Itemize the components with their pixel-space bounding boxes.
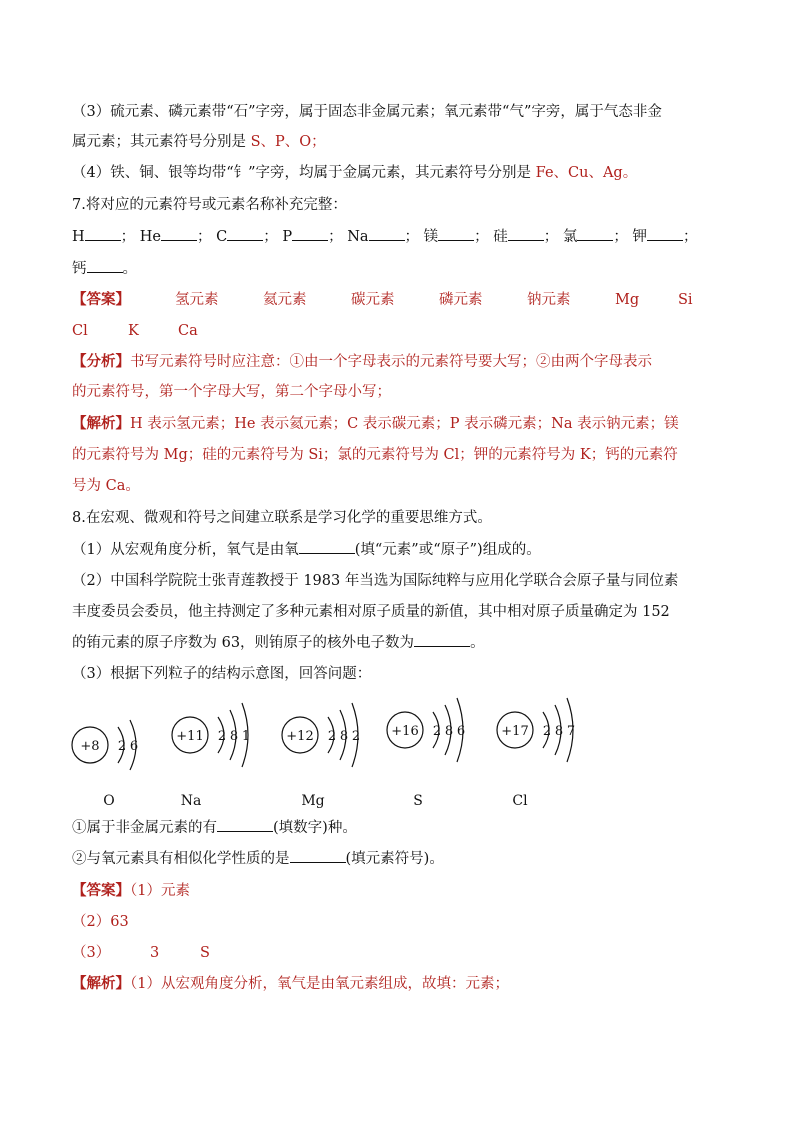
p6-line3b (72, 132, 326, 152)
electron-count: 2 (542, 724, 552, 739)
q7-answer-val: 碳元素 (351, 292, 395, 308)
element-symbol: O (103, 793, 115, 809)
q8-part2-end: 。 (470, 635, 485, 651)
electron-count: 8 (444, 724, 454, 739)
q7-explain-1 (72, 414, 679, 434)
electron-count: 8 (339, 729, 349, 744)
q8-part2-text: 的铕元素的原子序数为 63，则铕原子的核外电子数为 (72, 635, 415, 651)
q8-part2-line2: 丰度委员会委员，他主持测定了多种元素相对原子质量的新值，其中相对原子质量确定为 152 (72, 604, 670, 620)
q8-explain-text: （1）从宏观角度分析，氧气是由氧元素组成，故填：元素； (130, 976, 509, 992)
explain-tag: 【解析】 (72, 415, 130, 432)
q7-answer-val: 氦元素 (263, 292, 307, 308)
q7-blank[interactable] (161, 227, 197, 241)
p6-line4-symbols: Fe、Cu、Ag。 (535, 165, 638, 181)
q8-sub1-hint: (填数字)种。 (273, 820, 357, 836)
electron-count: 1 (241, 729, 251, 744)
q7-item: 钾 (632, 229, 647, 245)
q7-item: P (282, 229, 293, 245)
q8-answer-3a: 3 (150, 945, 160, 961)
q7-end: 。 (122, 261, 137, 277)
q8-answer-3b: S (200, 945, 210, 961)
q7-separator: ； (263, 229, 278, 245)
q7-separator: ； (613, 229, 628, 245)
q7-answer-val: 氢元素 (175, 292, 219, 308)
q8-sub2-hint: (填元素符号)。 (345, 851, 444, 867)
answer-tag: 【答案】 (72, 882, 130, 899)
q8-sub1-text: ①属于非金属元素的有 (72, 820, 217, 836)
q8-sub1 (72, 818, 357, 838)
q8-sub1-blank[interactable] (217, 818, 273, 832)
q7-item: C (216, 229, 228, 245)
q7-fill-row (72, 227, 697, 247)
q8-part1 (72, 540, 541, 560)
electron-count: 8 (229, 729, 239, 744)
q7-explain-3: 号为 Ca。 (72, 478, 140, 494)
element-symbol: Na (180, 793, 202, 809)
q7-blank[interactable] (85, 227, 121, 241)
q8-stem: 8.在宏观、微观和符号之间建立联系是学习化学的重要思维方式。 (72, 510, 492, 526)
q7-separator: ； (404, 229, 420, 245)
electron-count: 2 (217, 729, 227, 744)
q8-part1-text: （1）从宏观角度分析，氧气是由氧 (72, 542, 299, 558)
nucleus-charge: +16 (391, 724, 419, 739)
q8-explain-1 (72, 974, 509, 994)
q7-answer-val: 钠元素 (527, 292, 571, 308)
nucleus-charge: +17 (501, 724, 529, 739)
p6-line3b-symbols: S、P、O； (250, 134, 326, 150)
electron-count: 7 (566, 724, 576, 739)
q7-answer-val: Ca (178, 323, 198, 339)
q7-separator: ； (543, 229, 559, 245)
q8-part1-blank[interactable] (299, 540, 355, 554)
p6-line4 (72, 163, 637, 183)
q7-analysis-1 (72, 352, 652, 372)
element-symbol: S (413, 793, 423, 809)
q7-item: 氯 (562, 229, 578, 245)
p6-line3a: （3）硫元素、磷元素带“石”字旁，属于固态非金属元素；氧元素带“气”字旁，属于气态非金 (72, 104, 662, 120)
q8-answer-3-label: （3） (72, 945, 111, 961)
q7-separator: ； (120, 229, 136, 245)
q7-stem: 7.将对应的元素符号或元素名称补充完整： (72, 197, 347, 213)
answer-tag: 【答案】 (72, 291, 130, 308)
q8-part2-blank[interactable] (414, 633, 470, 647)
q7-explain-2: 的元素符号为 Mg；硅的元素符号为 Si；氯的元素符号为 Cl；钾的元素符号为 K；钙的元素符 (72, 447, 678, 463)
q8-sub2-text: ②与氧元素具有相似化学性质的是 (72, 851, 290, 867)
q7-item: He (139, 229, 161, 245)
q7-separator: ； (474, 229, 489, 245)
q7-blank[interactable] (438, 227, 474, 241)
q7-answer (72, 290, 130, 310)
nucleus-charge: +11 (176, 729, 204, 744)
q7-item: 钙 (72, 261, 87, 277)
q7-fill-row-2 (72, 259, 137, 279)
q8-part2-line3 (72, 633, 485, 653)
q7-separator: ； (197, 229, 212, 245)
q7-blank[interactable] (87, 259, 123, 273)
q7-separator: ； (682, 229, 698, 245)
q7-item: Na (347, 229, 369, 245)
element-symbol: Cl (512, 793, 528, 809)
q7-analysis-text: 书写元素符号时应注意：①由一个字母表示的元素符号要大写；②由两个字母表示 (130, 354, 652, 370)
q7-answer-val: Si (678, 292, 693, 308)
electron-count: 6 (129, 739, 139, 754)
electron-count: 2 (432, 724, 442, 739)
electron-count: 8 (554, 724, 564, 739)
q8-sub2 (72, 849, 444, 869)
q8-part3: （3）根据下列粒子的结构示意图，回答问题： (72, 666, 372, 682)
q7-blank[interactable] (292, 227, 328, 241)
q7-explain-text: H 表示氢元素；He 表示氦元素；C 表示碳元素；P 表示磷元素；Na 表示钠元素；镁 (130, 416, 679, 432)
q8-answer-2: （2）63 (72, 914, 129, 930)
nucleus-charge: +12 (286, 729, 314, 744)
q7-answer-val: Cl (72, 323, 88, 339)
q7-analysis-2: 的元素符号，第一个字母大写，第二个字母小写； (72, 384, 391, 400)
q7-blank[interactable] (227, 227, 263, 241)
q7-blank[interactable] (577, 227, 613, 241)
q7-item: H (72, 229, 85, 245)
q7-answer-val: Mg (615, 292, 640, 308)
q7-item: 镁 (423, 229, 439, 245)
electron-count: 2 (351, 729, 361, 744)
analysis-tag: 【分析】 (72, 353, 130, 370)
q8-part2-line1: （2）中国科学院院士张青莲教授于 1983 年当选为国际纯粹与应用化学联合会原子量与同位素 (72, 573, 679, 589)
explain-tag: 【解析】 (72, 975, 130, 992)
electron-count: 2 (327, 729, 337, 744)
q8-part1-hint: (填“元素”或“原子”)组成的。 (354, 542, 541, 558)
nucleus-charge: +8 (80, 739, 100, 754)
q7-blank[interactable] (508, 227, 544, 241)
element-symbol: Mg (301, 793, 325, 809)
q8-answer-1-text: （1）元素 (130, 883, 190, 899)
p6-line3b-text: 属元素；其元素符号分别是 (72, 134, 251, 150)
electron-count: 2 (117, 739, 127, 754)
q7-separator: ； (328, 229, 343, 245)
q7-blank[interactable] (647, 227, 683, 241)
p6-line4-text: （4）铁、铜、银等均带“钅”字旁，均属于金属元素，其元素符号分别是 (72, 165, 536, 181)
q7-blank[interactable] (369, 227, 405, 241)
q7-answer-val: 磷元素 (439, 292, 483, 308)
q8-sub2-blank[interactable] (290, 849, 346, 863)
q8-answer-1 (72, 881, 190, 901)
q7-answer-val: K (128, 323, 139, 339)
atomic-structure-diagrams (60, 690, 700, 820)
q7-item: 硅 (493, 229, 508, 245)
electron-count: 6 (456, 724, 466, 739)
